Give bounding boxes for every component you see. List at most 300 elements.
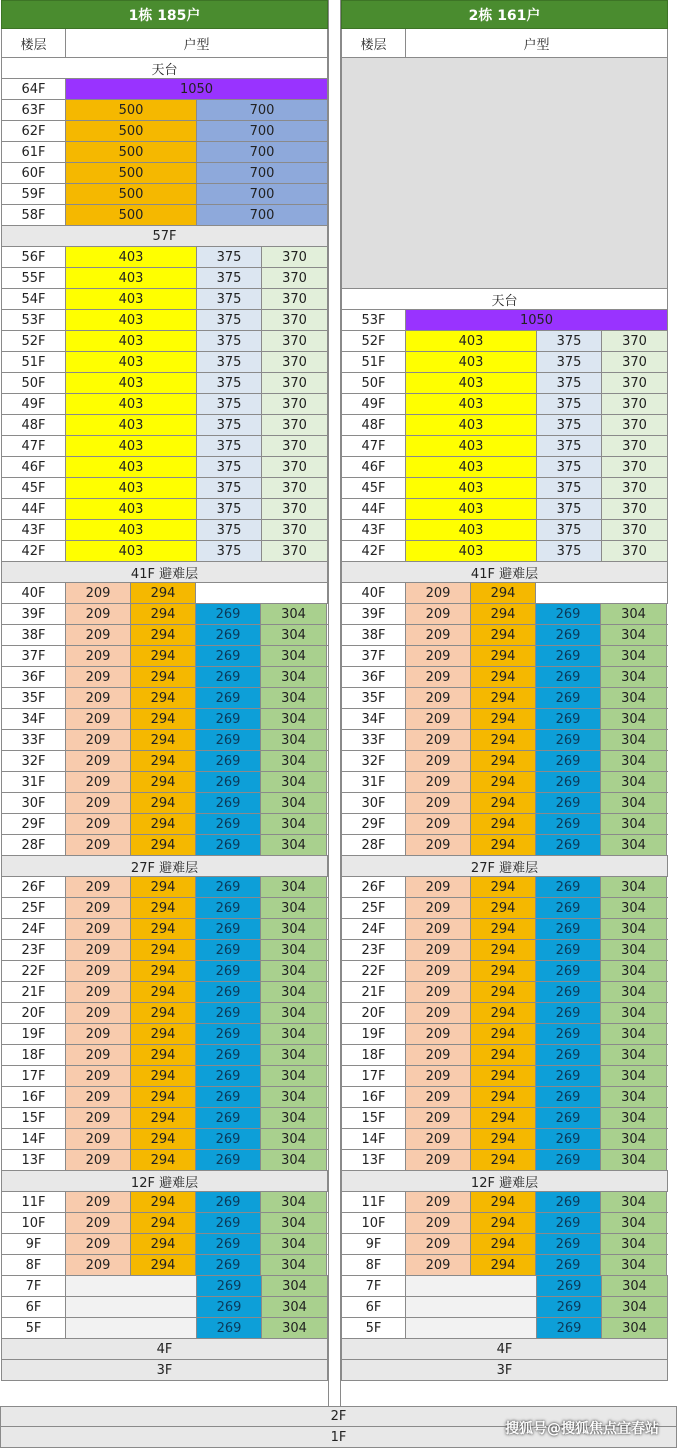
floor-row (341, 667, 668, 688)
floor-label: 44F (341, 499, 406, 519)
unit-area-cell: 375 (197, 331, 262, 351)
unit-area-cell: 700 (197, 121, 328, 141)
floor-row (1, 1276, 328, 1297)
unit-area-cell: 209 (66, 1108, 131, 1128)
unit-area-cell: 209 (406, 814, 471, 834)
floor-label: 45F (1, 478, 66, 498)
floor-label: 43F (1, 520, 66, 540)
unit-area-cell: 403 (66, 289, 197, 309)
unit-area-cell: 304 (261, 1087, 327, 1107)
floor-label: 33F (1, 730, 66, 750)
floor-label: 17F (1, 1066, 66, 1086)
unit-area-cell: 403 (406, 436, 537, 456)
unit-area-cell: 294 (131, 1003, 196, 1023)
unit-area-cell: 294 (131, 814, 196, 834)
separator-row (341, 1360, 668, 1381)
floor-row (341, 961, 668, 982)
floor-label: 36F (341, 667, 406, 687)
separator-label: 27F 避难层 (1, 856, 328, 876)
unit-area-cell: 294 (131, 583, 196, 603)
floor-label: 58F (1, 205, 66, 225)
unit-area-cell: 294 (131, 625, 196, 645)
floor-label: 24F (341, 919, 406, 939)
unit-area-cell: 403 (406, 415, 537, 435)
floor-row (341, 604, 668, 625)
unit-area-cell: 269 (537, 1297, 602, 1317)
floor-label: 16F (341, 1087, 406, 1107)
floor-label: 10F (1, 1213, 66, 1233)
unit-area-cell: 294 (471, 709, 536, 729)
floor-row (1, 415, 328, 436)
floor-row (1, 961, 328, 982)
unit-area-cell: 294 (471, 919, 536, 939)
floor-row (341, 709, 668, 730)
unit-area-cell: 209 (406, 1255, 471, 1275)
unit-area-cell: 304 (261, 751, 327, 771)
unit-area-cell: 304 (262, 1297, 328, 1317)
unit-area-cell: 304 (601, 772, 667, 792)
floor-label: 64F (1, 79, 66, 99)
floor-label: 39F (341, 604, 406, 624)
floor-label: 29F (341, 814, 406, 834)
unit-area-cell: 370 (262, 478, 328, 498)
unit-area-cell: 294 (131, 1087, 196, 1107)
floor-label: 23F (341, 940, 406, 960)
building-1-title: 1栋 185户 (1, 0, 328, 29)
unit-area-cell: 304 (602, 1318, 668, 1338)
unit-area-cell: 375 (537, 520, 602, 540)
column-divider (328, 0, 341, 1406)
unit-area-cell: 403 (406, 373, 537, 393)
unit-area-cell: 209 (66, 772, 131, 792)
unit-area-cell: 304 (601, 604, 667, 624)
unit-area-cell: 375 (197, 520, 262, 540)
unit-area-cell: 209 (406, 625, 471, 645)
unit-area-cell: 375 (537, 457, 602, 477)
floor-row (341, 772, 668, 793)
floor-label: 53F (341, 310, 406, 330)
unit-area-cell: 403 (66, 478, 197, 498)
unit-area-cell: 269 (536, 772, 601, 792)
floor-row (341, 1318, 668, 1339)
unit-area-cell: 370 (262, 415, 328, 435)
unit-area-cell: 304 (601, 835, 667, 855)
unit-area-cell: 269 (196, 1066, 261, 1086)
unit-area-cell: 700 (197, 205, 328, 225)
unit-area-cell: 269 (536, 919, 601, 939)
floor-row (1, 1255, 328, 1276)
unit-area-cell: 370 (262, 499, 328, 519)
unit-area-cell: 209 (66, 583, 131, 603)
unit-area-cell: 375 (197, 394, 262, 414)
floor-row (341, 499, 668, 520)
unit-area-cell: 209 (66, 1234, 131, 1254)
unit-area-cell: 269 (196, 709, 261, 729)
unit-area-cell: 269 (196, 1213, 261, 1233)
unit-area-cell: 375 (197, 247, 262, 267)
floor-label: 42F (1, 541, 66, 561)
floor-row (1, 268, 328, 289)
separator-label: 12F 避难层 (341, 1171, 668, 1191)
floor-row (1, 541, 328, 562)
unit-area-cell: 269 (196, 940, 261, 960)
unit-area-cell: 304 (261, 1003, 327, 1023)
floor-label: 7F (341, 1276, 406, 1296)
unit-area-cell: 403 (66, 457, 197, 477)
unit-area-cell: 209 (406, 940, 471, 960)
unit-area-cell: 500 (66, 205, 197, 225)
unit-area-cell: 370 (262, 457, 328, 477)
unit-area-cell: 209 (406, 1066, 471, 1086)
unit-area-cell: 403 (406, 478, 537, 498)
unit-area-cell: 370 (262, 289, 328, 309)
unit-area-cell: 403 (66, 331, 197, 351)
unit-area-cell: 700 (197, 100, 328, 120)
unit-area-cell: 304 (261, 1045, 327, 1065)
floor-label: 48F (1, 415, 66, 435)
unit-area-cell: 294 (471, 625, 536, 645)
floor-label: 17F (341, 1066, 406, 1086)
floor-label: 22F (1, 961, 66, 981)
floor-label: 61F (1, 142, 66, 162)
unit-area-cell: 304 (601, 1087, 667, 1107)
unit-area-cell: 370 (602, 394, 668, 414)
unit-area-cell: 209 (66, 667, 131, 687)
unit-area-cell: 209 (406, 835, 471, 855)
unit-area-cell: 209 (66, 709, 131, 729)
unit-area-cell (536, 583, 668, 603)
floor-row (341, 646, 668, 667)
unit-area-cell: 209 (66, 604, 131, 624)
unit-area-cell: 294 (131, 646, 196, 666)
floor-label: 21F (341, 982, 406, 1002)
unit-area-cell: 269 (197, 1297, 262, 1317)
unit-area-cell (66, 1276, 197, 1296)
unit-area-cell: 209 (406, 1108, 471, 1128)
floor-label: 39F (1, 604, 66, 624)
floor-label: 28F (341, 835, 406, 855)
floor-label: 60F (1, 163, 66, 183)
unit-area-cell: 304 (601, 1234, 667, 1254)
unit-area-cell: 370 (262, 373, 328, 393)
unit-area-cell: 294 (471, 646, 536, 666)
floor-label: 45F (341, 478, 406, 498)
floor-label: 52F (1, 331, 66, 351)
floor-row (341, 1150, 668, 1171)
floor-row (341, 310, 668, 331)
unit-area-cell: 304 (601, 1150, 667, 1170)
floor-label: 59F (1, 184, 66, 204)
unit-area-cell: 375 (197, 457, 262, 477)
floor-row (1, 100, 328, 121)
floor-label: 35F (1, 688, 66, 708)
unit-area-cell: 370 (602, 415, 668, 435)
floor-row (341, 541, 668, 562)
floor-row (1, 520, 328, 541)
unit-area-cell: 269 (536, 835, 601, 855)
unit-area-cell: 304 (601, 919, 667, 939)
unit-area-cell: 294 (131, 1192, 196, 1212)
floor-label: 20F (1, 1003, 66, 1023)
floor-label: 49F (341, 394, 406, 414)
unit-area-cell: 304 (261, 1024, 327, 1044)
unit-area-cell: 375 (197, 415, 262, 435)
unit-area-cell: 304 (602, 1297, 668, 1317)
floor-row (1, 1024, 328, 1045)
floor-label: 11F (1, 1192, 66, 1212)
unit-area-cell: 269 (536, 814, 601, 834)
unit-area-cell: 269 (536, 730, 601, 750)
unit-area-cell: 294 (471, 688, 536, 708)
floor-label: 25F (1, 898, 66, 918)
floor-label: 19F (1, 1024, 66, 1044)
unit-area-cell: 269 (536, 982, 601, 1002)
unit-area-cell: 269 (536, 1108, 601, 1128)
floor-label: 13F (1, 1150, 66, 1170)
unit-area-cell: 370 (262, 541, 328, 561)
unit-area-cell: 209 (66, 1045, 131, 1065)
floor-label: 63F (1, 100, 66, 120)
unit-area-cell: 294 (471, 604, 536, 624)
unit-area-cell: 304 (601, 1108, 667, 1128)
unit-area-cell: 375 (537, 331, 602, 351)
unit-area-cell: 269 (536, 877, 601, 897)
floor-label: 26F (341, 877, 406, 897)
floor-row (341, 436, 668, 457)
unit-area-cell: 375 (197, 310, 262, 330)
unit-area-cell: 294 (131, 1024, 196, 1044)
unit-area-cell: 294 (471, 835, 536, 855)
floor-row (341, 1108, 668, 1129)
floor-label: 10F (341, 1213, 406, 1233)
floor-label: 21F (1, 982, 66, 1002)
unit-area-cell: 375 (537, 394, 602, 414)
unit-area-cell: 370 (262, 436, 328, 456)
unit-area-cell: 209 (66, 982, 131, 1002)
floor-row (341, 478, 668, 499)
floor-row (341, 982, 668, 1003)
unit-area-cell: 304 (601, 793, 667, 813)
floor-label: 9F (1, 1234, 66, 1254)
unit-area-cell: 209 (406, 1192, 471, 1212)
floor-label: 38F (341, 625, 406, 645)
floor-label: 49F (1, 394, 66, 414)
floor-row (1, 1003, 328, 1024)
unit-area-cell: 375 (197, 436, 262, 456)
unit-area-cell: 269 (536, 667, 601, 687)
floor-row (341, 793, 668, 814)
unit-area-cell: 269 (536, 1234, 601, 1254)
unit-area-cell: 269 (196, 1129, 261, 1149)
floor-row (341, 352, 668, 373)
roof-label: 天台 (1, 58, 328, 78)
unit-area-cell: 269 (196, 982, 261, 1002)
unit-area-cell: 375 (197, 289, 262, 309)
unit-area-cell: 370 (262, 520, 328, 540)
floor-row (341, 814, 668, 835)
floor-label: 37F (341, 646, 406, 666)
floor-row (1, 142, 328, 163)
unit-area-cell: 269 (196, 961, 261, 981)
unit-area-cell: 209 (406, 1234, 471, 1254)
floor-row (1, 583, 328, 604)
floor-row (1, 1234, 328, 1255)
floor-row (341, 877, 668, 898)
unit-area-cell: 269 (196, 877, 261, 897)
unit-area-cell: 375 (537, 478, 602, 498)
unit-area-cell: 209 (406, 604, 471, 624)
floor-label: 55F (1, 268, 66, 288)
unit-area-cell: 269 (196, 1108, 261, 1128)
floor-row (341, 940, 668, 961)
unit-area-cell: 294 (131, 982, 196, 1002)
unit-area-cell: 209 (406, 709, 471, 729)
floor-label: 54F (1, 289, 66, 309)
unit-area-cell: 269 (536, 709, 601, 729)
unit-area-cell: 370 (262, 352, 328, 372)
floor-label: 23F (1, 940, 66, 960)
unit-area-cell: 269 (196, 730, 261, 750)
floor-row (1, 730, 328, 751)
unit-area-cell: 209 (406, 730, 471, 750)
unit-area-cell: 304 (261, 793, 327, 813)
unit-area-cell: 375 (197, 541, 262, 561)
unit-area-cell: 500 (66, 163, 197, 183)
building-1-table (1, 0, 328, 1381)
separator-label: 4F (341, 1339, 668, 1359)
unit-area-cell: 209 (66, 1213, 131, 1233)
unit-area-cell: 269 (536, 1129, 601, 1149)
unit-area-cell: 403 (66, 247, 197, 267)
unit-area-cell: 269 (536, 751, 601, 771)
unit-area-cell: 269 (196, 646, 261, 666)
unit-type-column-header: 户型 (66, 29, 328, 57)
unit-area-cell: 294 (131, 898, 196, 918)
floor-label: 14F (1, 1129, 66, 1149)
floor-row (1, 499, 328, 520)
unit-area-cell: 304 (261, 1234, 327, 1254)
unit-area-cell: 294 (471, 1129, 536, 1149)
unit-area-cell: 294 (471, 751, 536, 771)
unit-area-cell: 269 (196, 1003, 261, 1023)
floor-label: 28F (1, 835, 66, 855)
building-1-rows (1, 58, 328, 1381)
unit-area-cell: 209 (406, 877, 471, 897)
unit-area-cell: 209 (66, 919, 131, 939)
unit-area-cell: 294 (471, 1150, 536, 1170)
unit-area-cell: 209 (66, 730, 131, 750)
unit-area-cell: 294 (131, 1213, 196, 1233)
unit-area-cell: 370 (602, 478, 668, 498)
unit-area-cell: 304 (601, 730, 667, 750)
floor-row (1, 1192, 328, 1213)
unit-area-cell: 403 (66, 310, 197, 330)
unit-area-cell: 304 (601, 709, 667, 729)
unit-area-cell: 304 (601, 961, 667, 981)
floor-row (341, 1192, 668, 1213)
building-2-table (341, 0, 668, 1381)
floor-label: 9F (341, 1234, 406, 1254)
floor-row (341, 1066, 668, 1087)
unit-area-cell: 375 (537, 415, 602, 435)
floor-label: 38F (1, 625, 66, 645)
floor-row (1, 163, 328, 184)
unit-area-cell: 304 (601, 898, 667, 918)
unit-area-cell: 375 (537, 541, 602, 561)
roof-row (1, 58, 328, 79)
floor-label: 50F (1, 373, 66, 393)
floor-row (1, 688, 328, 709)
unit-area-cell: 209 (66, 1150, 131, 1170)
floor-row (1, 982, 328, 1003)
unit-area-cell: 294 (471, 982, 536, 1002)
unit-area-cell: 209 (406, 646, 471, 666)
floor-row (1, 1150, 328, 1171)
unit-area-cell: 209 (406, 898, 471, 918)
building-2-title: 2栋 161户 (341, 0, 668, 29)
floor-row (341, 1234, 668, 1255)
unit-area-cell: 304 (601, 1024, 667, 1044)
unit-area-cell: 209 (406, 667, 471, 687)
unit-area-cell: 304 (261, 709, 327, 729)
unit-area-cell: 269 (196, 688, 261, 708)
separator-row (1, 1360, 328, 1381)
unit-area-cell: 209 (406, 772, 471, 792)
floor-label: 44F (1, 499, 66, 519)
building-2-rows (341, 58, 668, 1381)
floor-row (341, 1045, 668, 1066)
unit-area-cell: 304 (261, 961, 327, 981)
unit-area-cell: 700 (197, 163, 328, 183)
floor-label: 47F (1, 436, 66, 456)
unit-type-column-header: 户型 (406, 29, 668, 57)
floor-row (1, 1318, 328, 1339)
unit-area-cell: 269 (536, 793, 601, 813)
unit-area-cell: 269 (536, 1066, 601, 1086)
unit-area-cell: 269 (196, 625, 261, 645)
unit-area-cell: 209 (66, 898, 131, 918)
separator-row (1, 562, 328, 583)
unit-area-cell: 294 (471, 667, 536, 687)
unit-area-cell: 294 (471, 730, 536, 750)
floor-row (341, 730, 668, 751)
unit-area-cell: 269 (196, 793, 261, 813)
unit-area-cell: 304 (601, 814, 667, 834)
floor-label: 32F (341, 751, 406, 771)
unit-area-cell: 209 (66, 814, 131, 834)
floor-row (341, 835, 668, 856)
unit-area-cell: 375 (197, 499, 262, 519)
floor-row (341, 394, 668, 415)
unit-area-cell: 294 (131, 730, 196, 750)
unit-area-cell: 294 (471, 877, 536, 897)
floor-row (1, 751, 328, 772)
unit-area-cell: 209 (66, 688, 131, 708)
unit-area-cell: 294 (471, 583, 536, 603)
unit-area-cell: 269 (536, 1150, 601, 1170)
unit-area-cell: 403 (66, 352, 197, 372)
floor-row (1, 331, 328, 352)
floor-label: 14F (341, 1129, 406, 1149)
separator-label: 41F 避难层 (1, 562, 328, 582)
unit-area-cell: 294 (471, 1087, 536, 1107)
unit-area-cell (406, 1297, 537, 1317)
unit-area-cell: 294 (471, 961, 536, 981)
floor-row (1, 625, 328, 646)
floor-row (341, 898, 668, 919)
floor-row (1, 898, 328, 919)
unit-area-cell: 375 (537, 499, 602, 519)
